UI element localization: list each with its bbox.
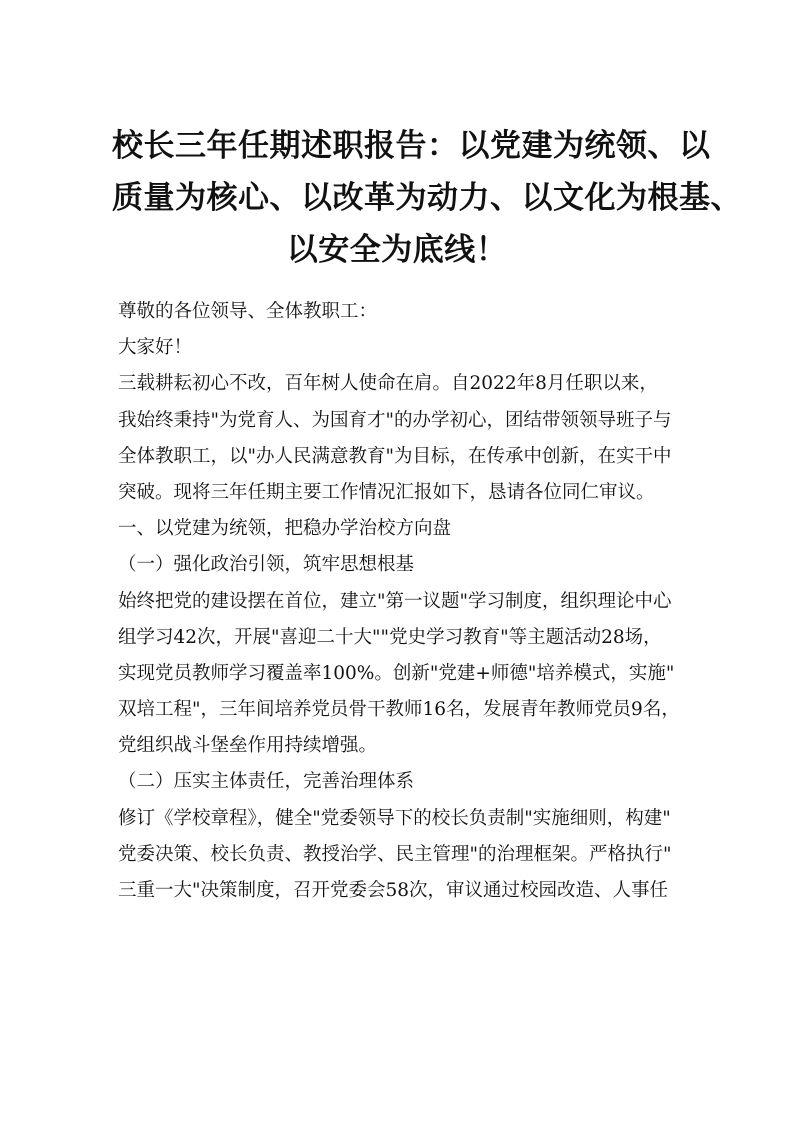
intro-line-3: 全体教职工，以"办人民满意教育"为目标，在传承中创新，在实干中: [118, 445, 672, 467]
paragraph-2-line-2: 党委决策、校长负责、教授治学、民主管理"的治理框架。严格执行": [118, 843, 672, 865]
paragraph-1-line-3: 实现党员教师学习覆盖率100%。创新"党建+师德"培养模式，实施": [118, 662, 675, 684]
report-title: [112, 120, 742, 276]
paragraph-1-line-5: 党组织战斗堡垒作用持续增强。: [118, 735, 378, 757]
title-line-3: 以安全为底线！: [286, 232, 508, 268]
paragraph-1-line-2: 组学习42次，开展"喜迎二十大""党史学习教育"等主题活动28场，: [118, 626, 662, 648]
title-line-2: 质量为核心、以改革为动力、以文化为根基、: [112, 180, 742, 216]
paragraph-1-line-1: 始终把党的建设摆在首位，建立"第一议题"学习制度，组织理论中心: [118, 590, 672, 612]
subsection-heading-1: （一）强化政治引领，筑牢思想根基: [118, 554, 415, 576]
greeting: 大家好！: [118, 337, 193, 359]
paragraph-2-line-3: 三重一大"决策制度，召开党委会58次，审议通过校园改造、人事任: [118, 880, 669, 901]
paragraph-2-line-1: 修订《学校章程》，健全"党委领导下的校长负责制"实施细则，构建": [118, 807, 671, 829]
intro-line-2: 我始终秉持"为党育人、为国育才"的办学初心，团结带领领导班子与: [118, 409, 672, 431]
intro-line-4: 突破。现将三年任期主要工作情况汇报如下，恳请各位同仁审议。: [118, 481, 655, 503]
report-body: [118, 294, 680, 909]
subsection-heading-2: （二）压实主体责任，完善治理体系: [118, 771, 415, 793]
paragraph-1-line-4: 双培工程"，三年间培养党员骨干教师16名，发展青年教师党员9名，: [118, 699, 680, 721]
salutation: 尊敬的各位领导、全体教职工：: [118, 301, 378, 322]
section-heading-1: 一、以党建为统领，把稳办学治校方向盘: [118, 518, 452, 540]
intro-line-1: 三载耕耘初心不改，百年树人使命在肩。自2022年8月任职以来，: [118, 373, 658, 395]
title-line-1: 校长三年任期述职报告：以党建为统领、以: [112, 128, 711, 164]
